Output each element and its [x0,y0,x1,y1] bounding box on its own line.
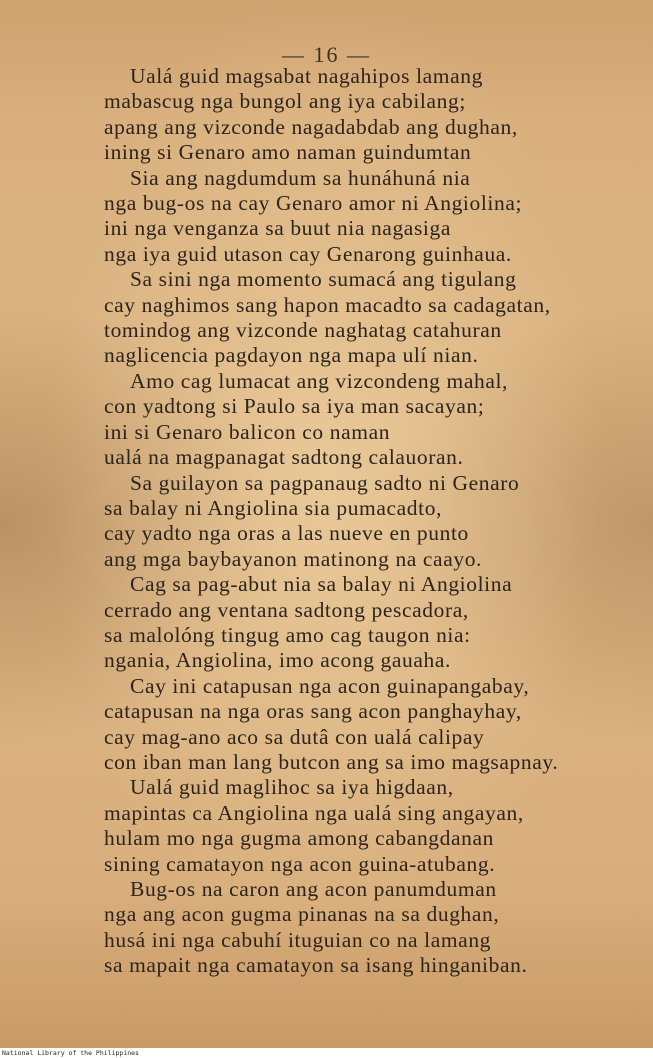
stanza [104,64,624,166]
poem-line: ang mga baybayanon matinong na caayo. [104,546,483,571]
poem-line: nga iya guid utason cay Genarong guinhaua. [104,241,512,266]
poem-line: Bug-os na caron ang acon panumduman [130,877,497,901]
poem-line: Ualá guid magsabat nagahipos lamang [130,64,483,88]
poem-line: nga bug-os na cay Genaro amor ni Angiolina; [104,191,523,216]
poem-line: husá ini nga cabuhí ituguian co na lamang [104,927,492,952]
poem-line: mapintas ca Angiolina nga ualá sing angayan, [104,800,524,825]
poem-text [104,64,624,979]
poem-line: ining si Genaro amo naman guindumtan [104,140,472,165]
poem-line: cay yadto nga oras a las nueve en punto [104,521,469,546]
stanza [104,166,624,268]
poem-line: con yadtong si Paulo sa iya man sacayan; [104,394,485,419]
stanza [104,572,624,674]
poem-line: sining camatayon nga acon guina-atubang. [104,851,496,876]
poem-line: ini si Genaro balicon co naman [104,419,391,444]
poem-line: ualá na magpanagat sadtong calauoran. [104,445,464,470]
poem-line: hulam mo nga gugma among cabangdanan [104,826,494,851]
poem-line: con iban man lang butcon ang sa imo magsapnay. [104,749,559,774]
poem-line: catapusan na nga oras sang acon panghayhay, [104,699,522,724]
poem-line: Sa guilayon sa pagpanaug sadto ni Genaro [130,470,520,495]
stanza [104,369,624,471]
page-number: — 16 — [282,42,371,67]
stanza [104,877,624,979]
poem-line: Sa sini nga momento sumacá ang tigulang [130,267,517,292]
poem-line: mabascug nga bungol ang iya cabilang; [104,89,466,114]
poem-line: nga ang acon gugma pinanas na sa dughan, [104,902,500,927]
poem-line: ngania, Angiolina, imo acong gauaha. [104,648,451,673]
poem-line: tomindog ang vizconde naghatag catahuran [104,318,502,343]
poem-line: Sia ang nagdumdum sa hunáhuná nia [130,165,471,190]
poem-line: cay mag-ano aco sa dutâ con ualá calipay [104,724,485,749]
poem-line: apang ang vizconde nagadabdab ang dughan, [104,114,518,139]
library-credit: National Library of the Philippines [0,1048,653,1058]
poem-line: ini nga venganza sa buut nia nagasiga [104,216,451,241]
poem-line: sa mapait nga camatayon sa isang hinganiban. [104,953,528,978]
stanza [104,775,624,877]
poem-line: sa malolóng tingug amo cag taugon nia: [104,622,471,647]
poem-line: sa balay ni Angiolina sia pumacadto, [104,495,443,520]
poem-line: cay naghimos sang hapon macadto sa cadagatan, [104,292,551,317]
poem-line: Ualá guid maglihoc sa iya higdaan, [130,775,454,800]
poem-line: Cay ini catapusan nga acon guinapangabay, [130,673,530,698]
stanza [104,267,624,369]
stanza [104,471,624,573]
poem-line: naglicencia pagdayon nga mapa ulí nian. [104,343,479,368]
stanza [104,674,624,776]
poem-line: cerrado ang ventana sadtong pescadora, [104,597,469,622]
poem-line: Amo cag lumacat ang vizcondeng mahal, [130,368,509,393]
poem-line: Cag sa pag-abut nia sa balay ni Angiolina [130,572,513,597]
